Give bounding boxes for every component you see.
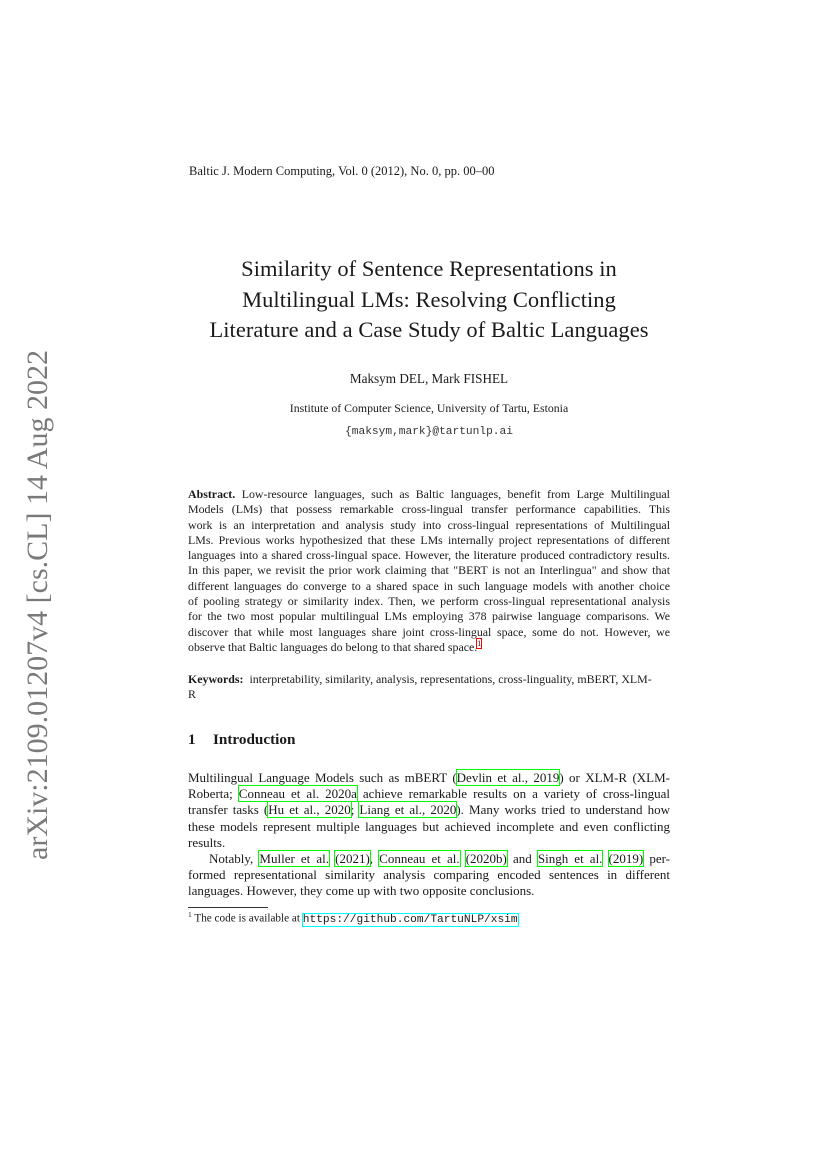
- author-email: {maksym,mark}@tartunlp.ai: [345, 426, 513, 438]
- title-line: Literature and a Case Study of Baltic Languages: [209, 317, 649, 342]
- abstract-line: for the two most popular multilingual LMs employing 378 pairwise language comparisons. We: [188, 609, 670, 624]
- abstract-line: In this paper, we revisit the prior work claiming that "BERT is not an Interlingua" and show that: [188, 563, 670, 578]
- abstract-label: Abstract.: [188, 487, 236, 501]
- text-run: ,: [369, 851, 380, 867]
- abstract-line: work is an interpretation and analysis study into cross-lingual representations of Multilingual: [188, 517, 670, 532]
- citation-link[interactable]: Conneau et al. 2020a: [238, 786, 357, 802]
- paper-title: [170, 254, 688, 346]
- citation-year-link[interactable]: (2021): [335, 851, 370, 867]
- abstract-line: different languages do converge to a shared space in such language models with another choice: [188, 578, 670, 593]
- section-heading: [188, 731, 295, 749]
- footnote-marker: 1: [188, 910, 192, 919]
- text-run: ;: [350, 802, 360, 818]
- text-run: Notably,: [209, 851, 260, 867]
- section-title: Introduction: [213, 731, 296, 748]
- affiliation: Institute of Computer Science, University of Tartu, Estonia: [289, 401, 569, 415]
- text-run: Multilingual Language Models such as mBERT (: [188, 770, 457, 785]
- text-run: ) or XLM-R (XLM-: [559, 770, 670, 785]
- keywords-text: interpretability, similarity, analysis, representations, cross-linguality, mBERT, XLM-: [249, 672, 652, 686]
- citation-year-link[interactable]: (2019): [608, 851, 644, 867]
- footnote: [188, 910, 518, 926]
- abstract: [188, 487, 670, 655]
- citation-link[interactable]: Hu et al., 2020: [268, 802, 351, 818]
- citation-link[interactable]: Liang et al., 2020: [359, 802, 457, 818]
- footnote-rule: [188, 907, 268, 908]
- citation-link[interactable]: Muller et al.: [259, 851, 330, 867]
- abstract-line: discover that while most languages share joint cross-lingual space, some do not. However, we: [188, 624, 670, 639]
- title-line: Similarity of Sentence Representations in: [241, 256, 617, 281]
- abstract-line: of pooling strategy or similarity index. Then, we perform cross-lingual representational analysis: [188, 594, 670, 609]
- journal-header: Baltic J. Modern Computing, Vol. 0 (2012), No. 0, pp. 00–00: [189, 164, 495, 178]
- code-url-link[interactable]: https://github.com/TartuNLP/xsim: [302, 913, 518, 926]
- citation-link[interactable]: Devlin et al., 2019: [456, 770, 560, 785]
- abstract-line: Low-resource languages, such as Baltic languages, benefit from Large Multilingual: [241, 487, 670, 501]
- text-run: Roberta;: [188, 786, 239, 802]
- section-number: 1: [188, 731, 196, 748]
- footnote-text: The code is available at: [194, 912, 303, 925]
- text-run: achieve remarkable results on a variety of cross-lingual: [356, 786, 671, 802]
- citation-link[interactable]: Conneau et al.: [379, 851, 460, 867]
- abstract-line: Models (LMs) that possess remarkable cross-lingual transfer performance capabilities. This: [188, 502, 670, 517]
- text-run: and: [506, 851, 538, 867]
- authors: Maksym DEL, Mark FISHEL: [349, 371, 509, 386]
- citation-link[interactable]: Singh et al.: [537, 851, 603, 867]
- footnote-link[interactable]: 1: [477, 639, 482, 648]
- keywords-text: R: [188, 687, 196, 702]
- abstract-line: observe that Baltic languages do belong to that shared space.: [188, 639, 478, 654]
- citation-year-link[interactable]: (2020b): [465, 851, 507, 867]
- text-run: results.: [188, 834, 226, 850]
- title-line: Multilingual LMs: Resolving Conflicting: [242, 286, 616, 312]
- keywords-label: Keywords:: [188, 672, 244, 686]
- text-run: formed representational similarity analysis comparing encoded sentences in different: [188, 867, 670, 883]
- abstract-line: LMs. Previous works hypothesized that these LMs internally project representations of different: [188, 532, 670, 547]
- text-run: per-: [643, 851, 670, 867]
- arxiv-stamp: arXiv:2109.01207v4 [cs.CL] 14 Aug 2022: [21, 350, 54, 860]
- text-run: ). Many works tried to understand how: [456, 802, 670, 818]
- text-run: languages. However, they come up with two opposite conclusions.: [188, 883, 535, 899]
- text-run: transfer tasks (: [188, 802, 269, 818]
- keywords: [188, 672, 670, 703]
- intro-text: [188, 770, 670, 900]
- abstract-line: languages into a shared cross-lingual space. However, the literature produced contradictory results.: [188, 548, 670, 563]
- text-run: these models represent multiple languages but achieved incomplete and even conflicting: [188, 818, 670, 834]
